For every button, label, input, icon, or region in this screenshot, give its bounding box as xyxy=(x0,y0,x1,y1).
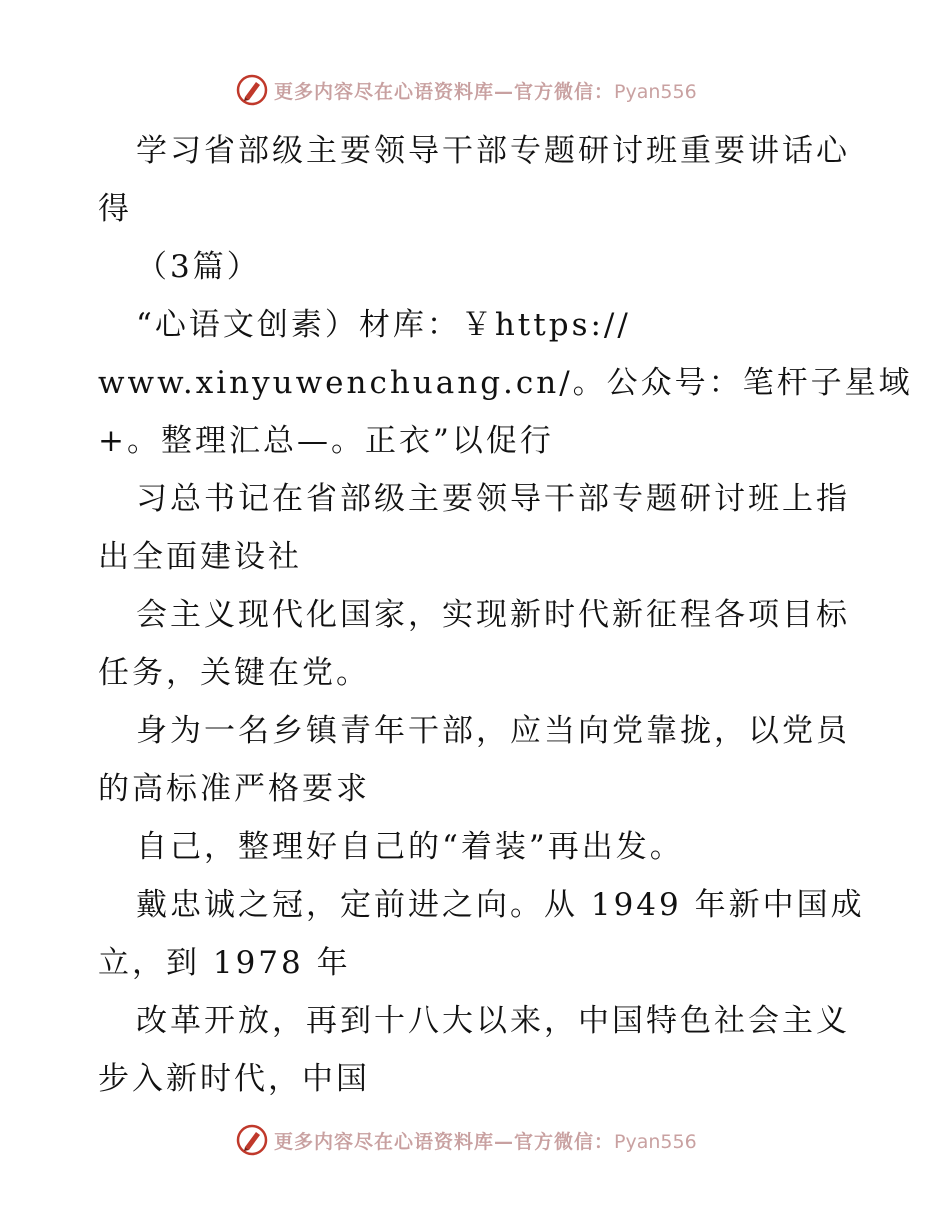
document-body xyxy=(98,122,913,1108)
text-line: 改革开放，再到十八大以来，中国特色社会主义 xyxy=(136,1003,850,1039)
pen-logo-icon xyxy=(236,74,268,106)
text-line: 得 xyxy=(98,191,132,227)
text-line: （3篇） xyxy=(136,249,261,285)
text-line: +。整理汇总—。正衣”以促行 xyxy=(98,423,554,459)
text-line: 自己，整理好自己的“着装”再出发。 xyxy=(136,829,684,865)
text-line: 任务，关键在党。 xyxy=(98,655,370,691)
text-line: 步入新时代，中国 xyxy=(98,1061,370,1097)
header-banner-text: 更多内容尽在心语资料库—官方微信：Pyan556 xyxy=(274,80,697,103)
text-line: 学习省部级主要领导干部专题研讨班重要讲话心 xyxy=(136,133,850,169)
text-line: 戴忠诚之冠，定前进之向。从 1949 年新中国成 xyxy=(136,887,865,923)
pen-logo-icon xyxy=(236,1124,268,1156)
text-line: 习总书记在省部级主要领导干部专题研讨班上指 xyxy=(136,481,850,517)
text-line: 会主义现代化国家，实现新时代新征程各项目标 xyxy=(136,597,850,633)
text-line: 出全面建设社 xyxy=(98,539,302,575)
text-line: 立，到 1978 年 xyxy=(98,945,351,981)
header-wechat-id: Pyan556 xyxy=(614,80,697,103)
footer-watermark-banner xyxy=(236,1122,697,1158)
text-line: “心语文创素）材库：￥https:// xyxy=(136,307,631,343)
text-line: www.xinyuwenchuang.cn/。公众号：笔杆子星域 xyxy=(98,365,913,401)
text-line: 身为一名乡镇青年干部，应当向党靠拢，以党员 xyxy=(136,713,850,749)
footer-banner-text: 更多内容尽在心语资料库—官方微信：Pyan556 xyxy=(274,1130,697,1153)
text-line: 的高标准严格要求 xyxy=(98,771,370,807)
footer-wechat-id: Pyan556 xyxy=(614,1130,697,1153)
header-watermark-banner xyxy=(236,72,697,108)
